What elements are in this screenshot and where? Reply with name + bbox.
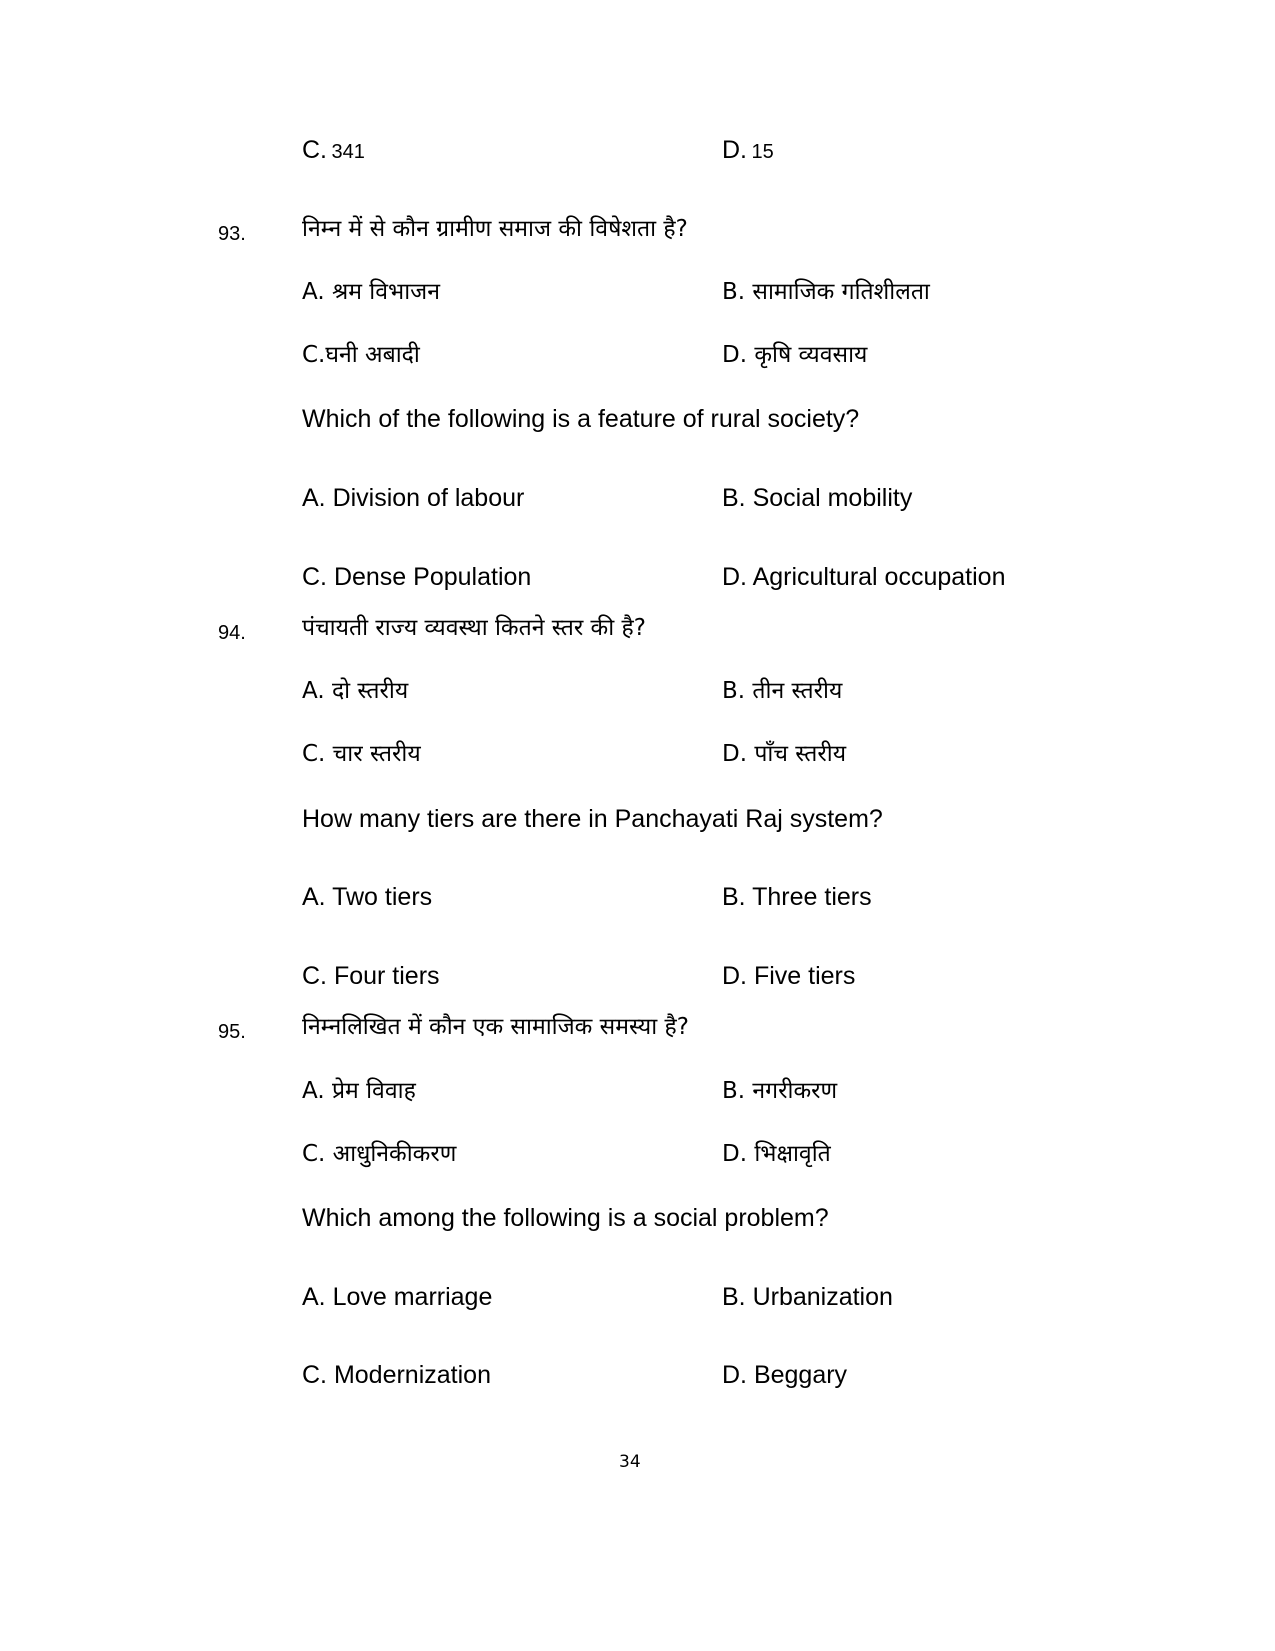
- question-94-english-option-b: B. Three tiers: [722, 883, 872, 911]
- question-94-hindi-option-c: C. चार स्तरीय: [302, 741, 421, 767]
- question-93-hindi-option-a: A. श्रम विभाजन: [302, 279, 441, 305]
- question-94-hindi: पंचायती राज्य व्यवस्था कितने स्तर की है?: [302, 615, 646, 641]
- prev-option-c-letter: C.: [302, 136, 327, 164]
- question-94-english: How many tiers are there in Panchayati Raj system?: [302, 805, 883, 833]
- question-94-hindi-option-d: D. पाँच स्तरीय: [722, 741, 847, 767]
- question-95-hindi-option-d: D. भिक्षावृति: [722, 1141, 831, 1167]
- question-95-hindi-option-c: C. आधुनिकीकरण: [302, 1141, 457, 1167]
- question-94-english-option-d: D. Five tiers: [722, 962, 856, 990]
- question-95-number: 95.: [218, 1021, 246, 1043]
- question-95-hindi: निम्नलिखित में कौन एक सामाजिक समस्या है?: [302, 1014, 689, 1040]
- question-94-english-option-a: A. Two tiers: [302, 883, 433, 911]
- prev-option-d: [722, 138, 774, 163]
- question-93-hindi-option-c: C.घनी अबादी: [302, 342, 420, 368]
- question-94-number: 94.: [218, 622, 246, 644]
- prev-option-d-value: 15: [751, 141, 774, 163]
- question-95-english-option-c: C. Modernization: [302, 1361, 491, 1389]
- prev-option-d-letter: D.: [722, 136, 747, 164]
- question-93-english-option-c: C. Dense Population: [302, 563, 532, 591]
- question-93-hindi: निम्न में से कौन ग्रामीण समाज की विषेशता है?: [302, 216, 688, 242]
- question-93-hindi-option-b: B. सामाजिक गतिशीलता: [722, 279, 930, 305]
- question-93-english: Which of the following is a feature of rural society?: [302, 405, 860, 433]
- question-93-english-option-d: D. Agricultural occupation: [722, 563, 1006, 591]
- question-95-english-option-d: D. Beggary: [722, 1361, 848, 1389]
- question-93-number: 93.: [218, 223, 246, 245]
- question-94-hindi-option-b: B. तीन स्तरीय: [722, 678, 843, 704]
- question-95-hindi-option-a: A. प्रेम विवाह: [302, 1078, 416, 1104]
- question-95-english-option-a: A. Love marriage: [302, 1283, 493, 1311]
- question-94-hindi-option-a: A. दो स्तरीय: [302, 678, 409, 704]
- question-93-english-option-a: A. Division of labour: [302, 484, 525, 512]
- question-93-english-option-b: B. Social mobility: [722, 484, 913, 512]
- question-95-english-option-b: B. Urbanization: [722, 1283, 893, 1311]
- question-93-hindi-option-d: D. कृषि व्यवसाय: [722, 342, 868, 368]
- question-95-english: Which among the following is a social problem?: [302, 1204, 829, 1232]
- question-95-hindi-option-b: B. नगरीकरण: [722, 1078, 838, 1104]
- page-number: 34: [619, 1452, 641, 1472]
- prev-option-c: [302, 138, 365, 163]
- prev-option-c-value: 341: [331, 141, 365, 163]
- question-94-english-option-c: C. Four tiers: [302, 962, 440, 990]
